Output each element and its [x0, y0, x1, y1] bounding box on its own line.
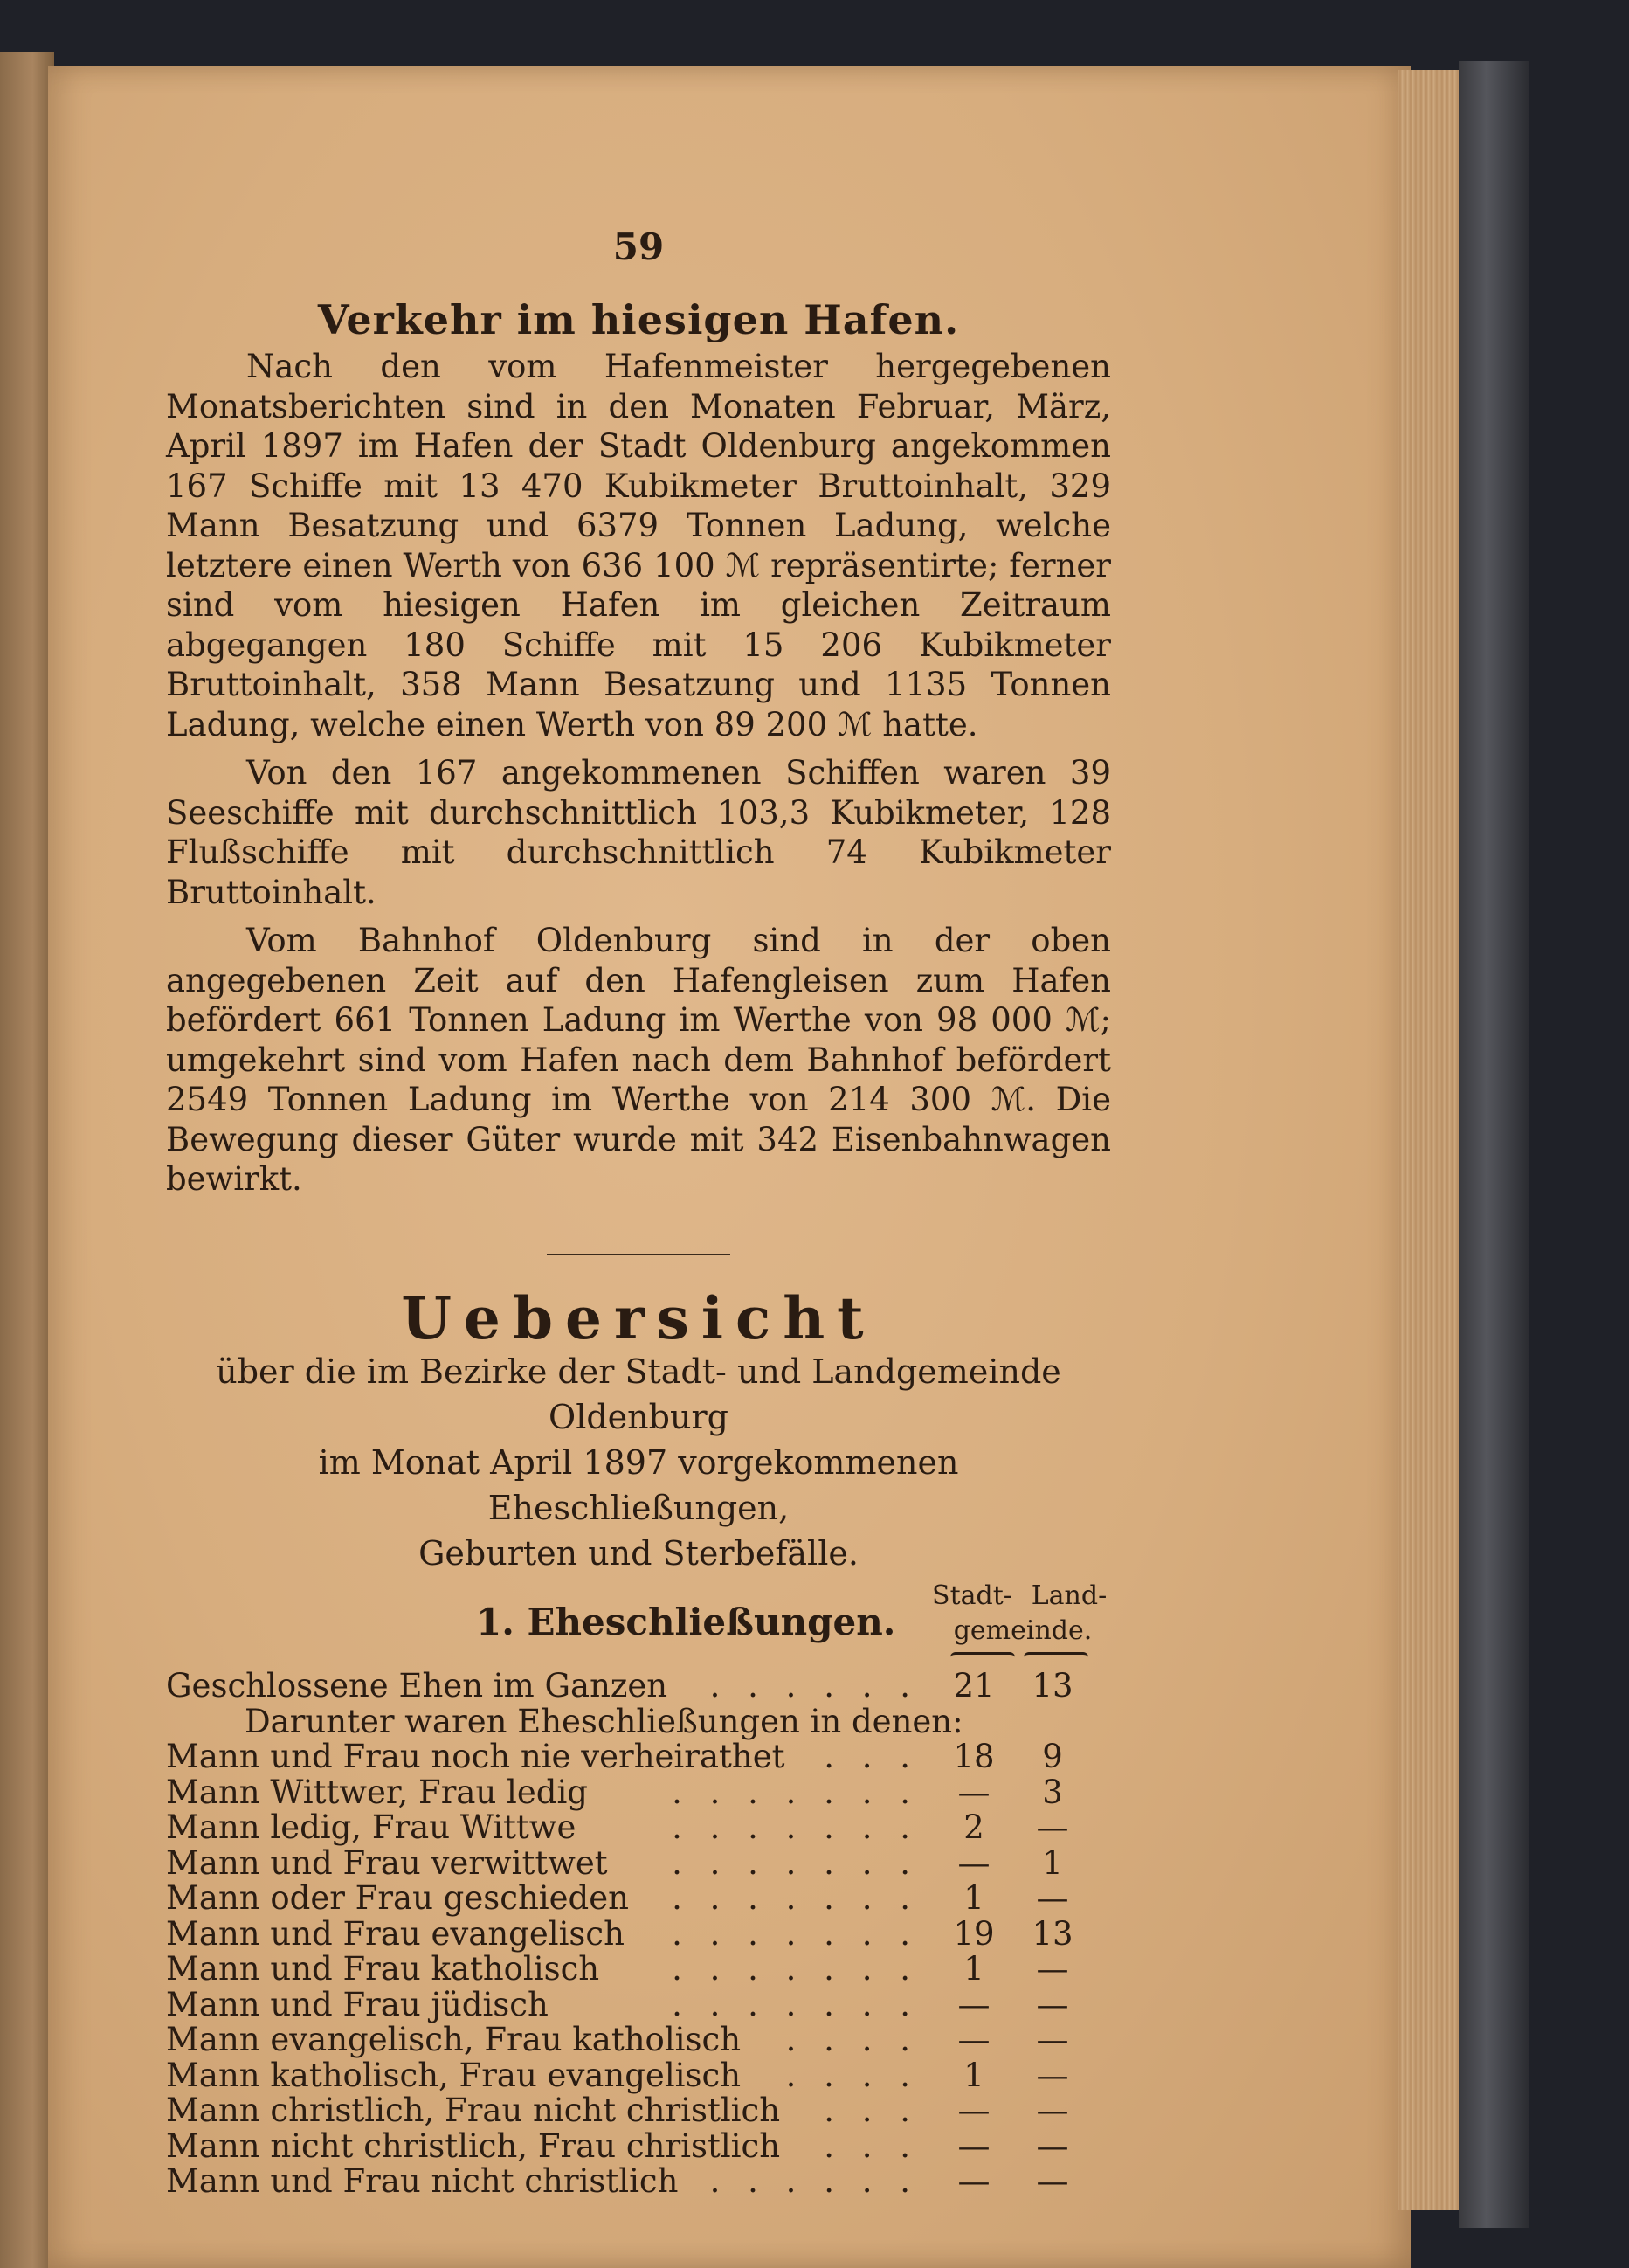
value-land: — — [1036, 2092, 1069, 2129]
column-brace — [950, 1652, 1015, 1660]
leader-dots: . . . — [824, 2126, 919, 2165]
value-stadt: — — [957, 2162, 991, 2200]
table-row — [166, 1704, 1111, 1740]
overview-subtitle-line: im Monat April 1897 vorgekommenen Eheschließungen, — [318, 1443, 959, 1527]
page-number: 59 — [612, 225, 665, 268]
value-stadt: — — [957, 2126, 991, 2165]
value-land: 13 — [1032, 1914, 1073, 1953]
value-land: 3 — [1042, 1773, 1063, 1811]
row-label: Geschlossene Ehen im Ganzen — [166, 1667, 668, 1704]
section-heading-harbour: Verkehr im hiesigen Hafen. — [317, 295, 960, 343]
table-row — [166, 1739, 1111, 1775]
table-row — [166, 2126, 1111, 2165]
value-stadt: — — [957, 1773, 991, 1811]
value-land: — — [1036, 1808, 1069, 1846]
leader-dots: . . . . . . . — [672, 1985, 919, 2023]
value-stadt: — — [957, 2092, 991, 2129]
column-header-land: Land- — [1031, 1580, 1108, 1611]
value-stadt: — — [957, 1985, 991, 2023]
value-land: — — [1036, 1985, 1069, 2023]
row-label: Mann und Frau verwittwet — [166, 1843, 608, 1882]
paragraph: Vom Bahnhof Oldenburg sind in der oben angegebenen Zeit auf den Hafengleisen zum Hafen befördert 661 Tonnen Ladung im Werthe von 98 000 ℳ; umgekehrt sind vom Hafen nach dem Bahnhof befördert 2549 Tonnen Ladung im Werthe von 214 300 ℳ. Die Bewegung dieser Güter wurde mit 342 Eisenbahnwagen bewirkt. — [166, 922, 1111, 1198]
row-label: Mann und Frau evangelisch — [166, 1914, 625, 1953]
row-label: Mann evangelisch, Frau katholisch — [166, 2021, 742, 2058]
value-stadt: — — [957, 2021, 991, 2058]
leader-dots: . . . — [824, 1738, 919, 1775]
leader-dots: . . . — [824, 2092, 919, 2129]
table-row — [166, 1881, 1111, 1917]
leader-dots: . . . . — [785, 2056, 919, 2094]
table-row — [166, 2093, 1111, 2129]
value-stadt: — — [957, 1843, 991, 1882]
section-divider — [547, 1254, 730, 1255]
book-edge-left — [0, 52, 54, 2268]
value-stadt: 18 — [953, 1738, 995, 1775]
value-land: 1 — [1042, 1843, 1063, 1882]
leader-dots: . . . . . . . — [672, 1808, 919, 1846]
row-label: Mann und Frau katholisch — [166, 1950, 600, 1988]
page-content — [166, 227, 1111, 2200]
leader-dots: . . . . . . . — [672, 1843, 919, 1882]
overview-title: Uebersicht — [401, 1283, 876, 1352]
leader-dots: . . . . — [785, 2021, 919, 2058]
table-header — [166, 1580, 1111, 1663]
leader-dots: . . . . . . . — [672, 1950, 919, 1988]
book-cover-edge — [1459, 61, 1529, 2228]
value-land: — — [1036, 1879, 1069, 1917]
table-row — [166, 2023, 1111, 2058]
leader-dots: . . . . . . . — [672, 1773, 919, 1811]
leader-dots: . . . . . . . — [672, 1914, 919, 1953]
row-label: Mann christlich, Frau nicht christlich — [166, 2092, 781, 2129]
value-land: — — [1036, 2056, 1069, 2094]
value-stadt: 1 — [963, 1879, 984, 1917]
overview-subtitle-line: Geburten und Sterbefälle. — [418, 1534, 859, 1573]
value-stadt: 21 — [953, 1667, 995, 1704]
value-land: — — [1036, 2126, 1069, 2165]
leader-dots: . . . . . . — [709, 2162, 919, 2200]
leader-dots: . . . . . . — [709, 1667, 919, 1704]
table-heading: 1. Eheschließungen. — [476, 1601, 896, 1643]
table-row — [166, 1669, 1111, 1704]
table-row — [166, 2058, 1111, 2094]
paragraph: Von den 167 angekommenen Schiffen waren 39 Seeschiffe mit durchschnittlich 103,3 Kubikmeter, 128 Flußschiffe mit durchschnittlich 74 Kubikmeter Bruttoinhalt. — [166, 754, 1111, 911]
column-header-stadt: Stadt- — [932, 1580, 1012, 1611]
leader-dots: . . . . . . . — [672, 1879, 919, 1917]
value-stadt: 2 — [963, 1808, 984, 1846]
row-label: Mann oder Frau geschieden — [166, 1879, 629, 1917]
table-row — [166, 1775, 1111, 1811]
table-row — [166, 2164, 1111, 2200]
row-label: Mann Wittwer, Frau ledig — [166, 1773, 588, 1811]
row-label: Mann ledig, Frau Wittwe — [166, 1808, 576, 1846]
table-row — [166, 1952, 1111, 1988]
row-label: Mann katholisch, Frau evangelisch — [166, 2056, 742, 2094]
marriage-table — [166, 1669, 1111, 2200]
row-label: Mann und Frau jüdisch — [166, 1985, 549, 2023]
row-label: Darunter waren Eheschließungen in denen: — [245, 1702, 963, 1740]
value-land: — — [1036, 1950, 1069, 1988]
table-row — [166, 1843, 1111, 1882]
column-header-gemeinde: gemeinde. — [953, 1615, 1093, 1646]
value-land: 9 — [1042, 1738, 1063, 1775]
value-stadt: 19 — [953, 1914, 995, 1953]
row-label: Mann nicht christlich, Frau christlich — [166, 2126, 781, 2165]
table-row — [166, 1810, 1111, 1846]
overview-subtitle — [166, 1349, 1111, 1576]
value-land: — — [1036, 2162, 1069, 2200]
row-label: Mann und Frau noch nie verheirathet — [166, 1738, 785, 1775]
overview-subtitle-line: über die im Bezirke der Stadt- und Landgemeinde Oldenburg — [216, 1352, 1061, 1436]
value-stadt: 1 — [963, 2056, 984, 2094]
page-stack-edge — [1398, 70, 1459, 2210]
column-brace — [1024, 1652, 1088, 1660]
value-stadt: 1 — [963, 1950, 984, 1988]
paragraph: Nach den vom Hafenmeister hergegebenen Monatsberichten sind in den Monaten Februar, März, April 1897 im Hafen der Stadt Oldenburg angekommen 167 Schiffe mit 13 470 Kubikmeter Bruttoinhalt, 329 Mann Besatzung und 6379 Tonnen Ladung, welche letztere einen Werth von 636 100 ℳ repräsentirte; ferner sind vom hiesigen Hafen im gleichen Zeitraum abgegangen 180 Schiffe mit 15 206 Kubikmeter Bruttoinhalt, 358 Mann Besatzung und 1135 Tonnen Ladung, welche einen Werth von 89 200 ℳ hatte. — [166, 348, 1111, 743]
table-row — [166, 1914, 1111, 1953]
value-land: — — [1036, 2021, 1069, 2058]
row-label: Mann und Frau nicht christlich — [166, 2162, 679, 2200]
value-land: 13 — [1032, 1667, 1073, 1704]
table-row — [166, 1985, 1111, 2023]
